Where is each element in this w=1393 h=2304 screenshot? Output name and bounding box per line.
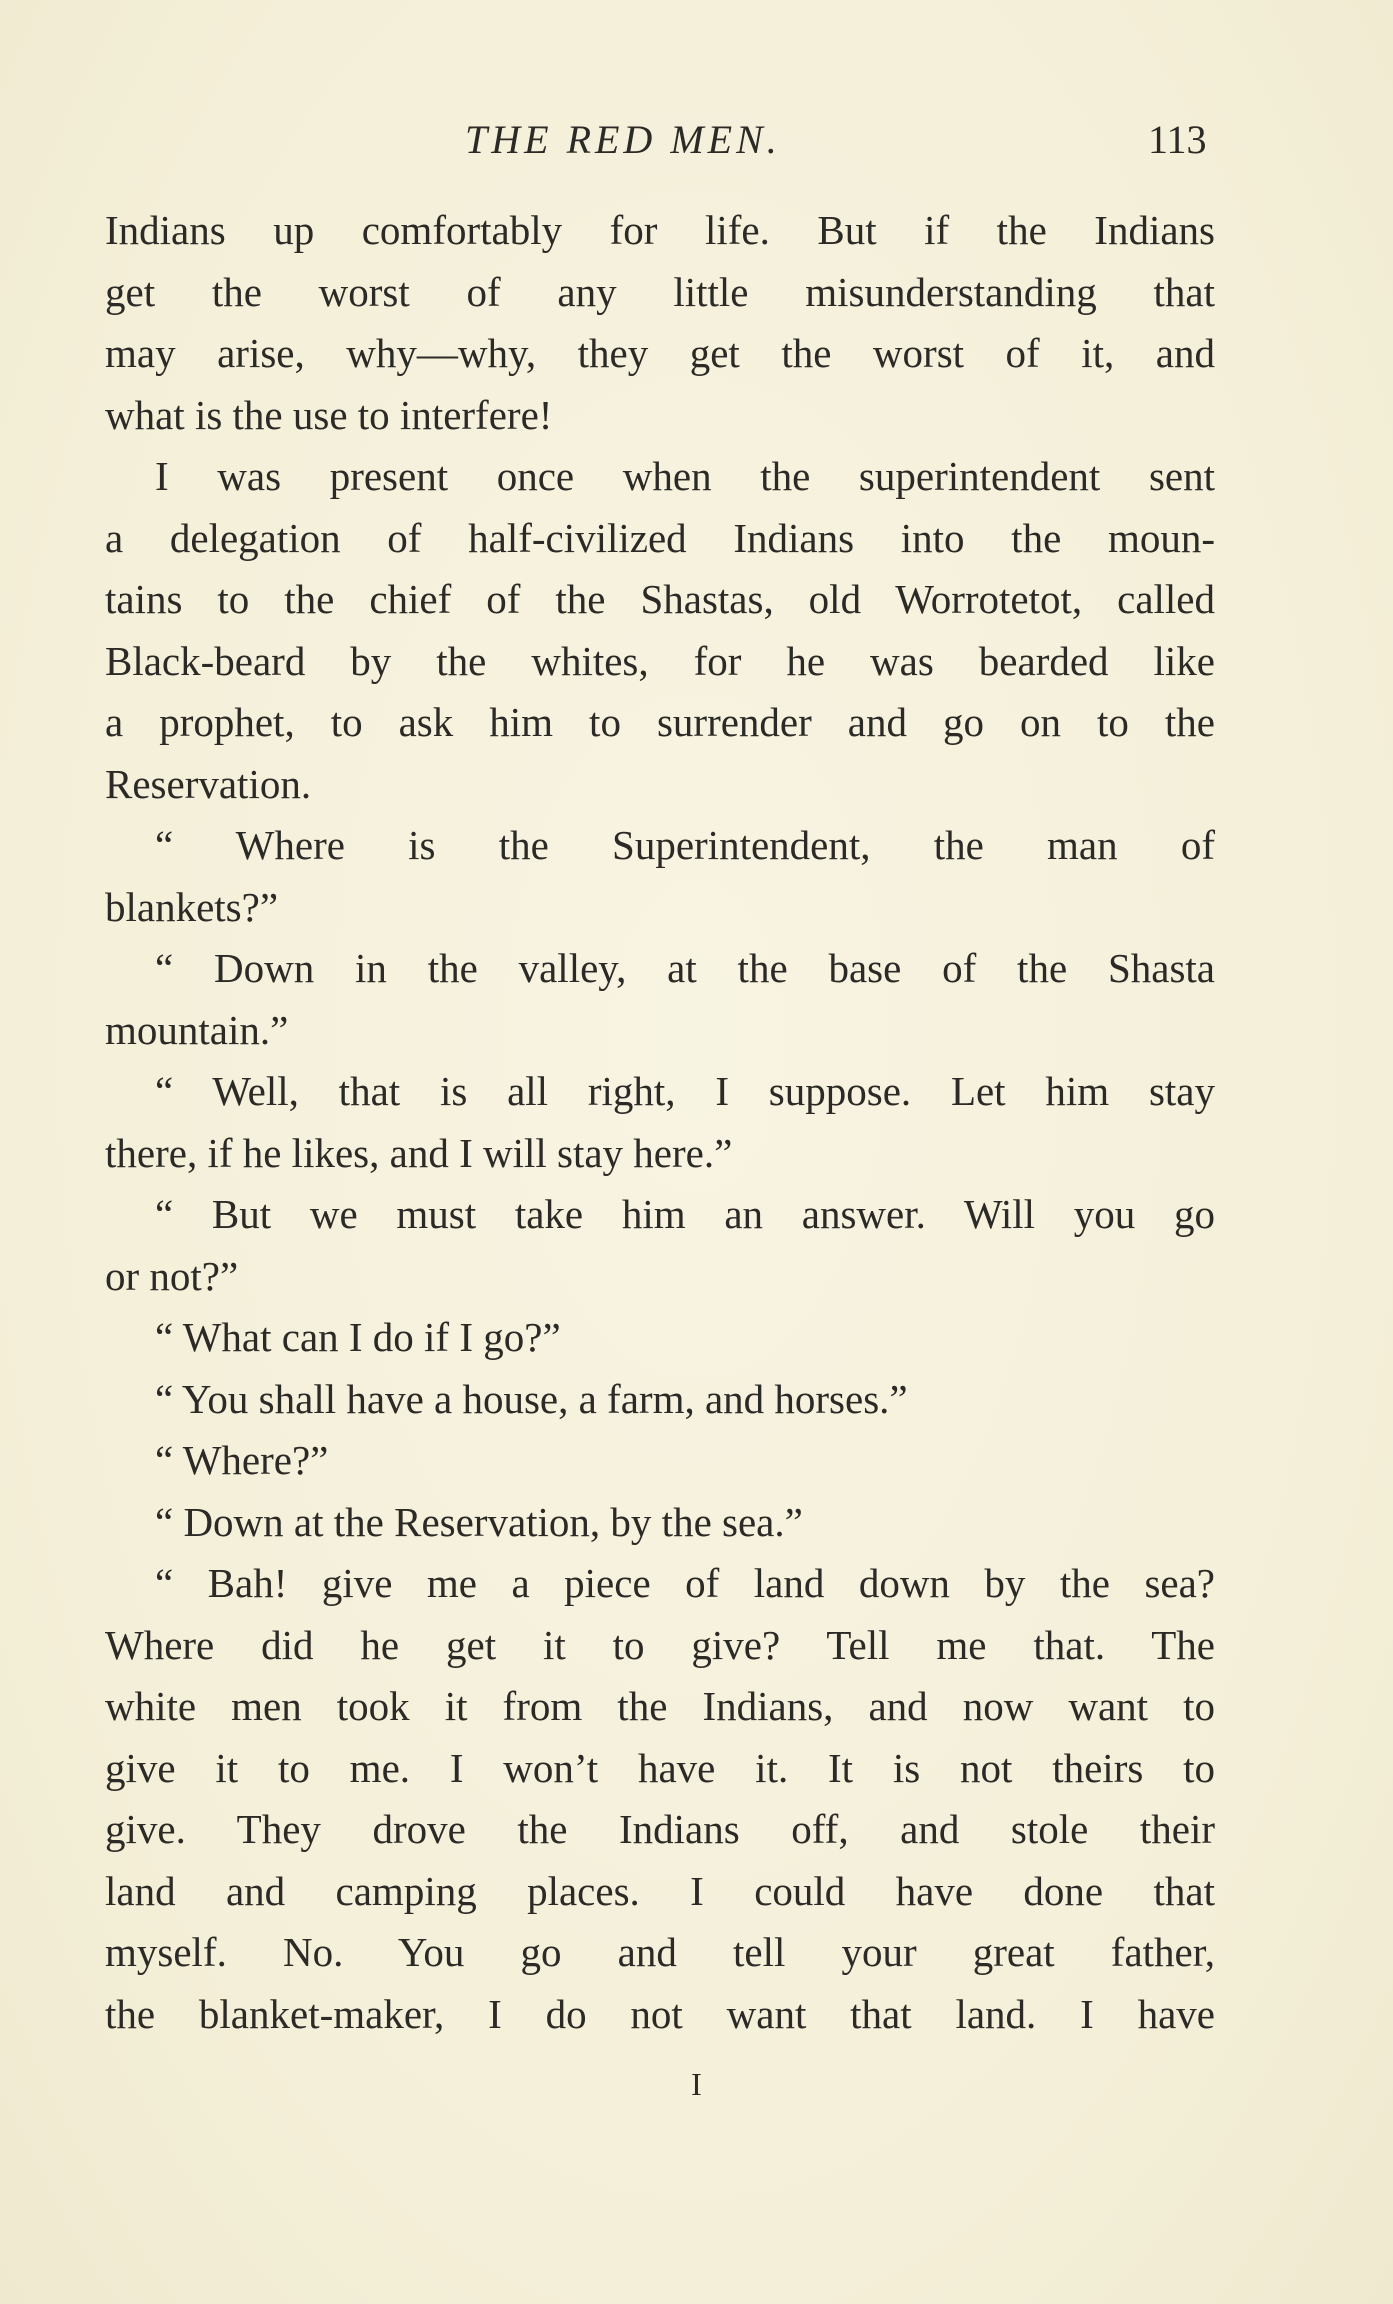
text-line: may arise, why—why, they get the worst of it, and xyxy=(105,330,1215,376)
text-line: give. They drove the Indians off, and stole their xyxy=(105,1806,1215,1852)
text-line: “ Well, that is all right, I suppose. Let him stay xyxy=(155,1068,1215,1114)
signature-mark: I xyxy=(691,2066,702,2102)
text-line: get the worst of any little misunderstanding that xyxy=(105,268,1215,315)
text-line: “ Where is the Superintendent, the man of xyxy=(155,822,1215,868)
text-line: white men took it from the Indians, and now want to xyxy=(105,1683,1215,1729)
text-line: give it to me. I won’t have it. It is not theirs to xyxy=(105,1744,1215,1791)
text-line: a prophet, to ask him to surrender and go on to the xyxy=(105,699,1215,745)
text-line: tains to the chief of the Shastas, old Worrotetot, called xyxy=(105,576,1215,622)
text-line: Reservation. xyxy=(105,760,312,807)
text-line: “ You shall have a house, a farm, and horses.” xyxy=(155,1375,908,1422)
text-line: “ Down at the Reservation, by the sea.” xyxy=(155,1498,803,1545)
running-title: THE RED MEN. xyxy=(465,117,781,162)
text-line: Indians up comfortably for life. But if the Indians xyxy=(105,207,1215,253)
text-line: Black-beard by the whites, for he was bearded like xyxy=(105,637,1215,684)
text-line: Where did he get it to give? Tell me that. The xyxy=(105,1621,1215,1668)
text-line: myself. No. You go and tell your great father, xyxy=(105,1929,1215,1975)
text-line: or not?” xyxy=(105,1252,239,1299)
text-line: mountain.” xyxy=(105,1006,289,1053)
text-line: there, if he likes, and I will stay here.” xyxy=(105,1129,733,1176)
text-line: what is the use to interfere! xyxy=(105,391,553,438)
text-line: “ What can I do if I go?” xyxy=(155,1314,561,1360)
running-head xyxy=(0,110,1393,170)
text-line: the blanket-maker, I do not want that land. I have xyxy=(105,1990,1215,2037)
text-line: blankets?” xyxy=(105,883,279,930)
text-line: “ But we must take him an answer. Will you go xyxy=(155,1191,1215,1237)
text-line: “ Where?” xyxy=(155,1437,329,1483)
text-line: “ Down in the valley, at the base of the Shasta xyxy=(155,945,1215,991)
text-line: I was present once when the superintendent sent xyxy=(155,453,1215,499)
body-text xyxy=(105,200,1215,2045)
text-line: a delegation of half-civilized Indians into the moun- xyxy=(105,514,1215,561)
text-line: land and camping places. I could have done that xyxy=(105,1867,1215,1914)
page-number: 113 xyxy=(1148,117,1207,162)
text-line: “ Bah! give me a piece of land down by the sea? xyxy=(155,1560,1215,1606)
